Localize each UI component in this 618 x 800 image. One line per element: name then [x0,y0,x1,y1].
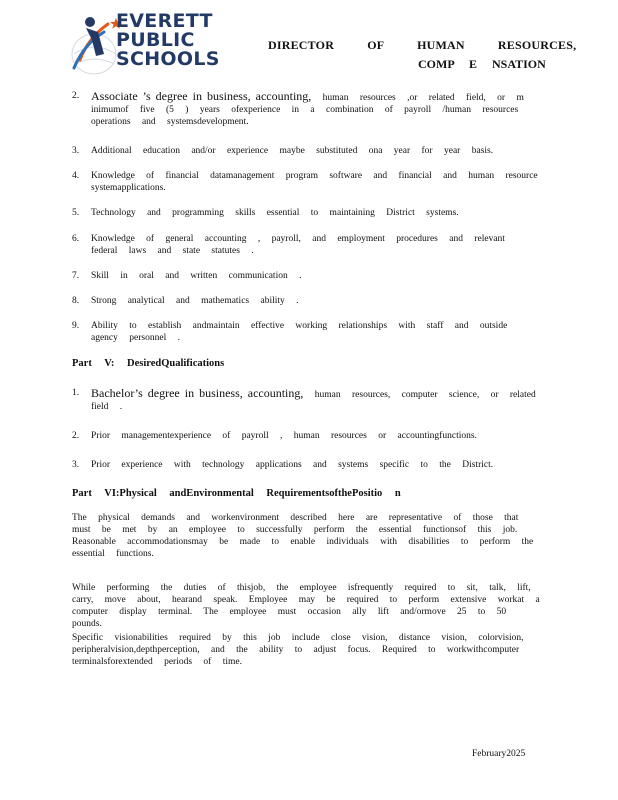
doc-title-line-1: DIRECTOR OF HUMAN RESOURCES, [268,38,577,52]
item-lead: Bachelor’s degree in business, accounting, [91,386,304,400]
section-heading-part-5: Part V: DesiredQualifications [72,358,225,369]
item-lead: Associate ’s degree in business, accounting, [91,89,312,103]
item-number: 9. [72,321,80,331]
logo-line-1: EVERETT [116,10,213,32]
doc-title-line-2: COMP E NSATION [418,57,546,71]
item-text: Prior experience with technology applications and systems specific to the District. [91,460,494,470]
logo-line-3: SCHOOLS [116,48,220,70]
item-number: 6. [72,234,80,244]
item-text [91,387,542,413]
list-item [72,90,542,128]
item-text: Knowledge of financial datamanagement program software and financial and human resource systemapplications. [91,171,538,193]
item-number: 5. [72,208,80,218]
item-number: 4. [72,171,80,181]
item-number: 7. [72,271,80,281]
list-item [72,270,542,282]
item-body: human resources, computer science, or related field . [91,390,536,412]
item-text: Ability to establish andmaintain effective working relationships with staff and outside agency personnel . [91,321,508,343]
item-number: 3. [72,146,80,156]
item-text: Prior managementexperience of payroll , human resources or accountingfunctions. [91,431,477,441]
paragraph-vision: Specific visionabilities required by this job include close vision, distance vision, colorvision, peripheralvision,depthperception, and the ability to adjust focus. Required to workwithcomputer terminalsforextended periods of time. [72,633,524,667]
item-body: human resources ,or related field, or m inimumof five (5 ) years ofexperience in a combination of payroll /human resources operations and systemsdevelopment. [91,93,524,127]
student-globe-icon [70,10,122,78]
list-item [72,459,542,471]
list-item [72,320,542,344]
district-logo [70,10,240,78]
footer-date: February2025 [472,749,526,759]
section-heading-part-6: Part VI:Physical andEnvironmental RequirementsofthePositio n [72,488,401,499]
logo-line-2: PUBLIC [116,29,195,51]
item-number: 2. [72,431,80,441]
item-number: 2. [72,91,80,101]
list-item [72,233,542,257]
list-item [72,207,542,219]
item-number: 8. [72,296,80,306]
item-text: Knowledge of general accounting , payroll, and employment procedures and relevant federal laws and state statutes . [91,234,505,256]
item-number: 1. [72,388,80,398]
item-text: Strong analytical and mathematics ability . [91,296,299,306]
logo-wordmark [116,12,220,69]
item-text: Skill in oral and written communication . [91,271,302,281]
list-item [72,145,542,157]
item-text [91,90,542,128]
list-item [72,430,542,442]
list-item [72,387,542,413]
item-text: Additional education and/or experience maybe substituted ona year for year basis. [91,146,494,156]
item-text: Technology and programming skills essential to maintaining District systems. [91,208,459,218]
item-number: 3. [72,460,80,470]
list-item [72,295,542,307]
paragraph-physical-demands: The physical demands and workenvironment described here are representative of those that must be met by an employee to successfully perform the essential functionsof this job. Reasonable accommodationsmay be made to enable individuals with disabilities to perform the essential functions. [72,513,534,559]
paragraph-duties: While performing the duties of thisjob, the employee isfrequently required to sit, talk, lift, carry, move about, hearand speak. Employee may be required to perform extensive workat a computer display terminal. The employee must occasion ally lift and/ormove 25 to 50 pounds. [72,583,540,629]
list-item [72,170,542,194]
